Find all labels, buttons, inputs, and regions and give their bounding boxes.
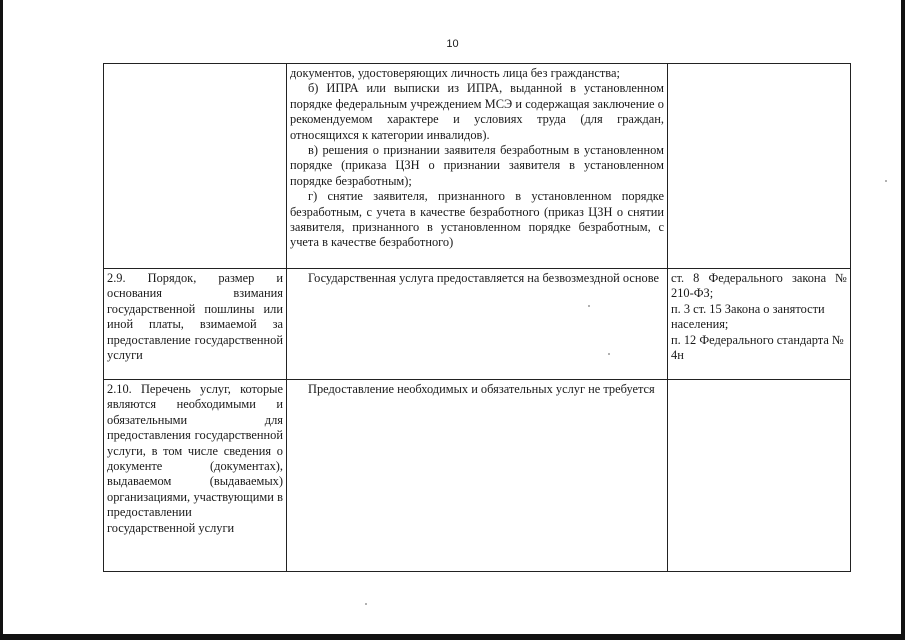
cell-paragraph: документов, удостоверяющих личность лица без гражданства; — [290, 66, 620, 80]
table-cell-item — [104, 64, 287, 269]
table-cell-basis — [668, 64, 851, 269]
cell-paragraph: п. 12 Федерального стандарта № 4н — [671, 332, 844, 363]
scan-speck — [885, 180, 887, 182]
page-number: 10 — [446, 38, 459, 50]
table-cell-description — [287, 380, 668, 572]
scan-right-border — [901, 0, 905, 640]
scan-left-border — [0, 0, 3, 640]
table-row — [104, 269, 851, 380]
cell-paragraph: в) решения о признании заявителя безработным в установленном порядке (приказа ЦЗН о признании заявителя в установленном порядке безработным); — [290, 143, 664, 188]
scan-bottom-border — [0, 634, 905, 640]
table-row — [104, 64, 851, 269]
table-row — [104, 380, 851, 572]
cell-paragraph: г) снятие заявителя, признанного в установленном порядке безработным, с учета в качестве безработного (приказ ЦЗН о снятии заявителя, признанного в установленном порядке безработным, с учета в качестве безработного) — [290, 189, 664, 250]
table-cell-description — [287, 64, 668, 269]
cell-paragraph: Государственная услуга предоставляется на безвозмездной основе — [308, 271, 660, 285]
table-cell-basis — [668, 269, 851, 380]
table-cell-basis — [668, 380, 851, 572]
cell-paragraph: п. 3 ст. 15 Закона о занятости населения; — [671, 301, 825, 332]
services-table — [103, 63, 851, 572]
cell-text: 2.9. Порядок, размер и основания взимания государственной пошлины или иной платы, взимаемой за предоставление государственной услуги — [107, 271, 283, 363]
cell-paragraph: Предоставление необходимых и обязательных услуг не требуется — [308, 382, 655, 396]
cell-paragraph: б) ИПРА или выписки из ИПРА, выданной в установленном порядке федеральным учреждением МСЭ и содержащая заключение о рекомендуемом характере и условиях труда (для граждан, относящихся к категории инвалидов). — [290, 81, 664, 142]
table-cell-description — [287, 269, 668, 380]
cell-paragraph: ст. 8 Федерального закона № 210-ФЗ; — [671, 271, 847, 301]
table-cell-item — [104, 380, 287, 572]
table-cell-item — [104, 269, 287, 380]
cell-text: 2.10. Перечень услуг, которые являются необходимыми и обязательными для предоставления государственной услуги, в том числе сведения о документе (документах), выдаваемом (выдаваемых) организациями, участвующими в предоставлении государственной услуги — [107, 382, 283, 535]
scan-speck — [365, 603, 367, 605]
